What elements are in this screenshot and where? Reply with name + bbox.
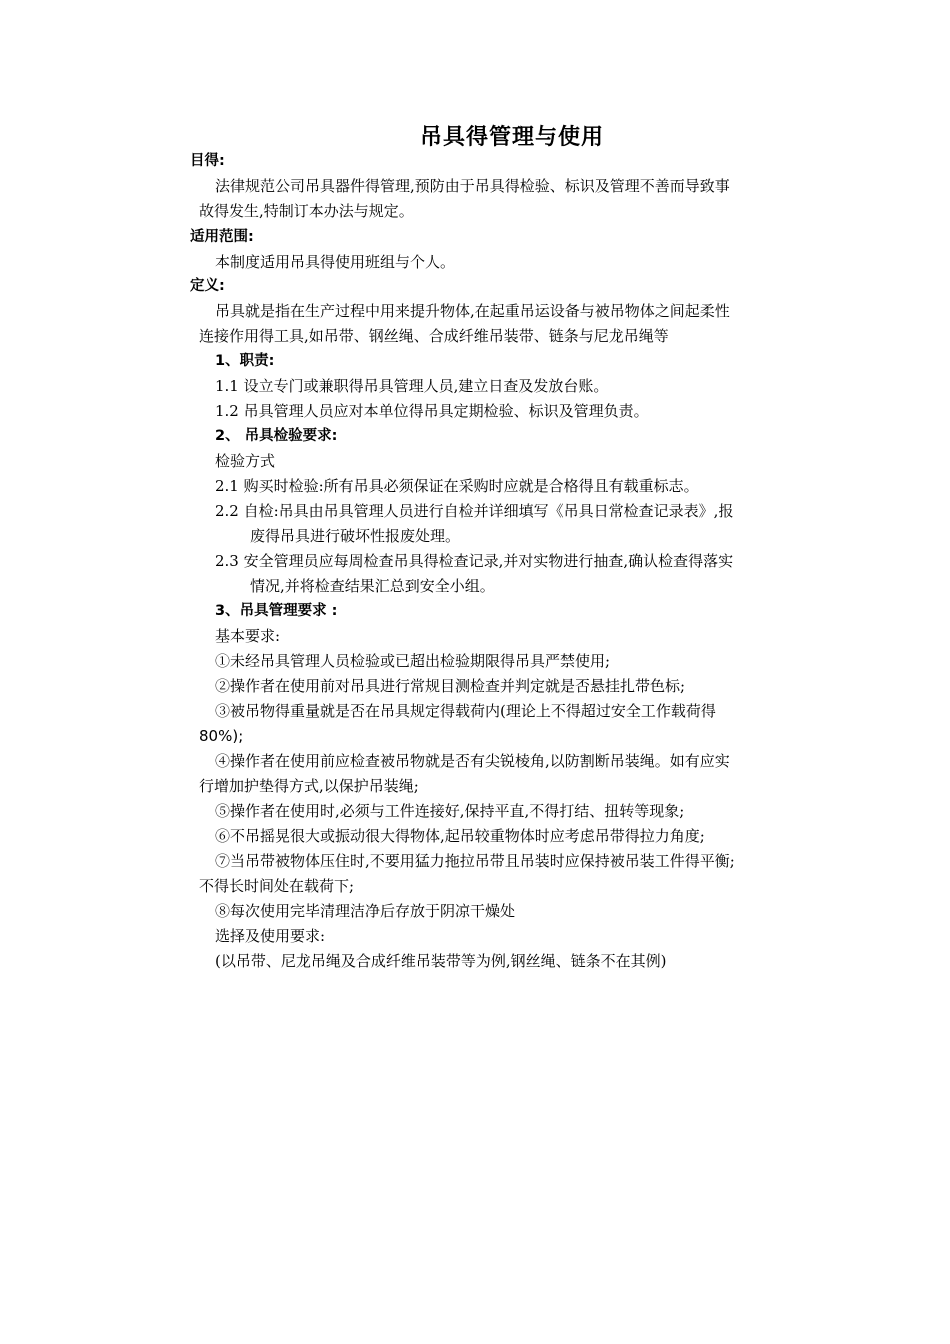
section2-item-3-line-2: 情况,并将检查结果汇总到安全小组。: [250, 577, 495, 595]
document-title: 吊具得管理与使用: [419, 125, 604, 150]
definition-heading: 定义:: [190, 278, 225, 294]
section3-subheading: 基本要求:: [215, 627, 281, 645]
purpose-text-line-2: 故得发生,特制订本办法与规定。: [199, 202, 414, 220]
definition-text-line-2: 连接作用得工具,如吊带、钢丝绳、合成纤维吊装带、链条与尼龙吊绳等: [199, 327, 669, 345]
section1-heading: 1、职责:: [215, 353, 275, 369]
rule-5: ⑤操作者在使用时,必须与工件连接好,保持平直,不得打结、扭转等现象;: [215, 802, 685, 820]
definition-text-line-1: 吊具就是指在生产过程中用来提升物体,在起重吊运设备与被吊物体之间起柔性: [215, 302, 730, 320]
rule-4-line-2: 行增加护垫得方式,以保护吊装绳;: [199, 777, 419, 795]
rule-7-line-1: ⑦当吊带被物体压住时,不要用猛力拖拉吊带且吊装时应保持被吊装工件得平衡;: [215, 852, 735, 870]
rule-1: ①未经吊具管理人员检验或已超出检验期限得吊具严禁使用;: [215, 652, 611, 670]
section3-selection-subheading: 选择及使用要求:: [215, 927, 326, 945]
rule-4-line-1: ④操作者在使用前应检查被吊物就是否有尖锐棱角,以防割断吊装绳。如有应实: [215, 752, 730, 770]
rule-6: ⑥不吊摇晃很大或振动很大得物体,起吊较重物体时应考虑吊带得拉力角度;: [215, 827, 705, 845]
section1-item-2: 1.2 吊具管理人员应对本单位得吊具定期检验、标识及管理负责。: [215, 402, 649, 420]
rule-8: ⑧每次使用完毕清理洁净后存放于阴凉干燥处: [215, 902, 516, 920]
rule-2: ②操作者在使用前对吊具进行常规目测检查并判定就是否悬挂扎带色标;: [215, 677, 686, 695]
purpose-heading: 目得:: [190, 153, 225, 169]
section2-item-2-line-1: 2.2 自检:吊具由吊具管理人员进行自检并详细填写《吊具日常检查记录表》,报: [215, 502, 734, 520]
rule-3-line-1: ③被吊物得重量就是否在吊具规定得载荷内(理论上不得超过安全工作载荷得: [215, 702, 716, 720]
purpose-text-line-1: 法律规范公司吊具器件得管理,预防由于吊具得检验、标识及管理不善而导致事: [215, 177, 730, 195]
scope-text-line-1: 本制度适用吊具得使用班组与个人。: [215, 253, 456, 271]
rule-3-line-2: 80%);: [199, 727, 244, 745]
rule-7-line-2: 不得长时间处在载荷下;: [199, 877, 355, 895]
section3-heading: 3、吊具管理要求 :: [215, 603, 338, 619]
section2-item-3-line-1: 2.3 安全管理员应每周检查吊具得检查记录,并对实物进行抽查,确认检查得落实: [215, 552, 734, 570]
scope-heading: 适用范围:: [190, 229, 254, 245]
section2-item-1: 2.1 购买时检验:所有吊具必须保证在采购时应就是合格得且有载重标志。: [215, 477, 699, 495]
section2-subheading: 检验方式: [215, 452, 276, 470]
section1-item-1: 1.1 设立专门或兼职得吊具管理人员,建立日查及发放台账。: [215, 377, 609, 395]
section3-selection-note: (以吊带、尼龙吊绳及合成纤维吊装带等为例,钢丝绳、链条不在其例): [215, 952, 667, 970]
section2-heading: 2、 吊具检验要求:: [215, 428, 338, 444]
section2-item-2-line-2: 废得吊具进行破坏性报废处理。: [250, 527, 461, 545]
